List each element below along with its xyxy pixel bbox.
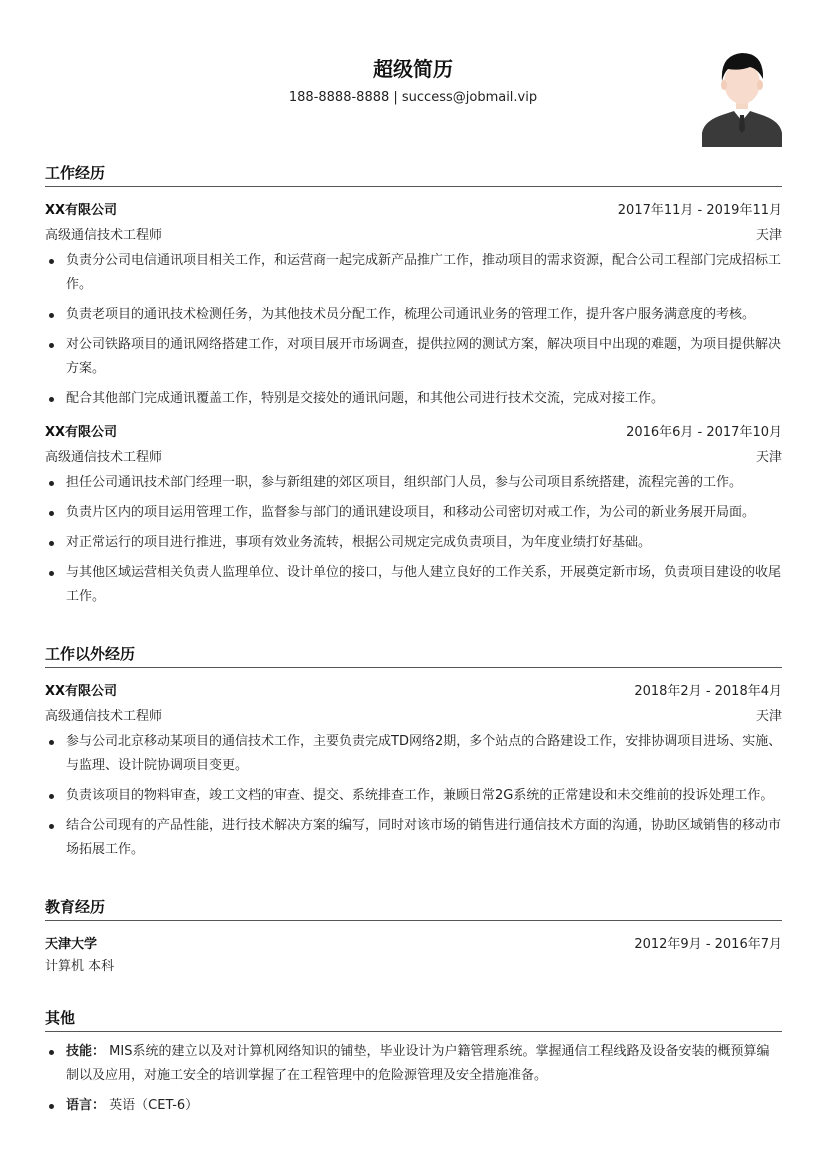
company-name: XX有限公司 xyxy=(45,683,118,699)
section-title: 工作以外经历 xyxy=(45,641,782,668)
extra-section xyxy=(45,641,782,862)
date-range: 2017年11月 - 2019年11月 xyxy=(617,202,782,218)
list-item: 对公司铁路项目的通讯网络搭建工作，对项目展开市场调查，提供拉网的测试方案，解决项目中出现的难题，为项目提供解决方案。 xyxy=(45,333,782,381)
other-section xyxy=(45,1005,782,1118)
date-range: 2016年6月 - 2017年10月 xyxy=(626,424,782,440)
section-title: 其他 xyxy=(45,1005,782,1032)
city: 天津 xyxy=(755,227,782,243)
list-item: 负责片区内的项目运用管理工作，监督参与部门的通讯建设项目，和移动公司密切对戒工作，为公司的新业务展开局面。 xyxy=(45,501,782,525)
school-name: 天津大学 xyxy=(45,936,98,952)
bullet-list xyxy=(45,249,782,411)
bullet-list xyxy=(45,730,782,862)
company-name: XX有限公司 xyxy=(45,202,118,218)
company-name: XX有限公司 xyxy=(45,424,118,440)
major-degree: 计算机 本科 xyxy=(45,959,115,974)
work-entry xyxy=(45,676,782,862)
resume-header xyxy=(0,0,826,150)
job-title: 高级通信技术工程师 xyxy=(45,449,163,465)
list-item xyxy=(45,1094,782,1118)
education-section xyxy=(45,894,782,979)
list-item: 配合其他部门完成通讯覆盖工作，特别是交接处的通讯问题，和其他公司进行技术交流，完成对接工作。 xyxy=(45,387,782,411)
resume-name: 超级简历 xyxy=(373,57,453,81)
list-item: 结合公司现有的产品性能，进行技术解决方案的编写，同时对该市场的销售进行通信技术方面的沟通，协助区域销售的移动市场拓展工作。 xyxy=(45,814,782,862)
bullet-list xyxy=(45,471,782,609)
list-item: 负责该项目的物料审查，竣工文档的审查、提交、系统排查工作，兼顾日常2G系统的正常建设和未交维前的投诉处理工作。 xyxy=(45,784,782,808)
list-item: 与其他区域运营相关负责人监理单位、设计单位的接口，与他人建立良好的工作关系，开展奠定新市场，负责项目建设的收尾工作。 xyxy=(45,561,782,609)
item-text: 英语（CET-6） xyxy=(109,1098,199,1113)
work-section xyxy=(45,160,782,609)
contact-info: 188-8888-8888 | success@jobmail.vip xyxy=(288,90,538,105)
job-title: 高级通信技术工程师 xyxy=(45,708,163,724)
item-label: 技能： xyxy=(66,1044,106,1059)
list-item: 参与公司北京移动某项目的通信技术工作，主要负责完成TD网络2期，多个站点的合路建设工作，安排协调项目进场、实施、与监理、设计院协调项目变更。 xyxy=(45,730,782,778)
list-item: 负责老项目的通讯技术检测任务，为其他技术员分配工作，梳理公司通讯业务的管理工作，提升客户服务满意度的考核。 xyxy=(45,303,782,327)
item-label: 语言： xyxy=(66,1098,106,1113)
avatar xyxy=(700,45,784,147)
resume-content xyxy=(45,160,782,1124)
list-item xyxy=(45,1040,782,1088)
section-title: 工作经历 xyxy=(45,160,782,187)
date-range: 2012年9月 - 2016年7月 xyxy=(634,936,782,952)
job-title: 高级通信技术工程师 xyxy=(45,227,163,243)
city: 天津 xyxy=(755,708,782,724)
city: 天津 xyxy=(755,449,782,465)
list-item: 对正常运行的项目进行推进，事项有效业务流转，根据公司规定完成负责项目，为年度业绩打好基础。 xyxy=(45,531,782,555)
list-item: 负责分公司电信通讯项目相关工作，和运营商一起完成新产品推广工作，推动项目的需求资源，配合公司工程部门完成招标工作。 xyxy=(45,249,782,297)
list-item: 担任公司通讯技术部门经理一职，参与新组建的郊区项目，组织部门人员，参与公司项目系统搭建，流程完善的工作。 xyxy=(45,471,782,495)
date-range: 2018年2月 - 2018年4月 xyxy=(634,683,782,699)
work-entry xyxy=(45,417,782,609)
item-text: MIS系统的建立以及对计算机网络知识的铺垫，毕业设计为户籍管理系统。掌握通信工程线路及设备安装的概预算编制以及应用，对施工安全的培训掌握了在工程管理中的危险源管理及安全措施准备。 xyxy=(66,1044,770,1083)
bullet-list xyxy=(45,1040,782,1118)
section-title: 教育经历 xyxy=(45,894,782,921)
work-entry xyxy=(45,195,782,411)
